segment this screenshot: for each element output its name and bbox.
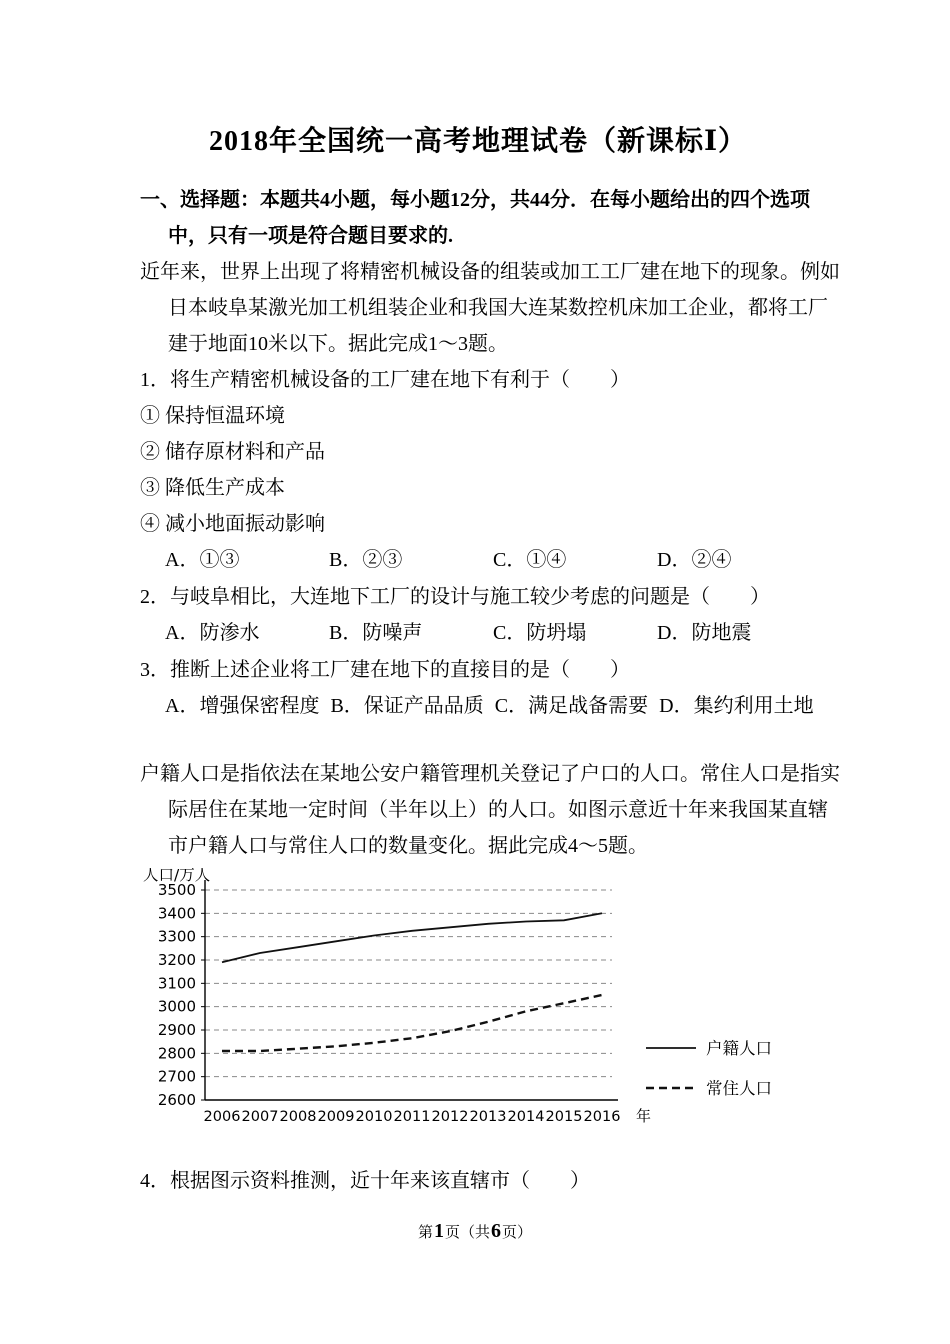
x-tick-label: 2012 — [431, 1109, 469, 1125]
y-tick-label: 3100 — [157, 974, 196, 993]
passage2-line-3: 市户籍人口与常住人口的数量变化。据此完成4～5题。 — [168, 835, 648, 857]
q1-option-c: C．①④ — [493, 549, 567, 571]
q1-option-b: B．②③ — [329, 549, 403, 571]
population-chart-svg — [130, 868, 840, 1132]
x-tick-label: 2015 — [545, 1109, 583, 1125]
y-tick-label: 2600 — [157, 1091, 196, 1109]
passage1-line-1: 近年来，世界上出现了将精密机械设备的组装或加工工厂建在地下的现象。例如 — [140, 261, 840, 283]
x-tick-label: 2016 — [583, 1109, 621, 1125]
y-tick-label: 3200 — [157, 951, 196, 969]
y-tick-label: 3000 — [157, 997, 196, 1016]
footer-text-2: 页（共 — [444, 1225, 490, 1241]
section-heading-line-1: 一、选择题：本题共4小题，每小题12分，共44分．在每小题给出的四个选项 — [140, 189, 810, 211]
footer-total-pages: 6 — [491, 1220, 501, 1242]
q1-item-1: ① 保持恒温环境 — [140, 405, 285, 427]
x-tick-label: 2009 — [317, 1109, 355, 1125]
q3-option-d: D．集约利用土地 — [659, 695, 814, 717]
question-1 — [140, 362, 816, 579]
x-axis-label: 年 — [636, 1107, 652, 1125]
q2-options — [165, 615, 816, 652]
page-footer — [0, 1218, 950, 1246]
section-heading-line-2: 中，只有一项是符合题目要求的. — [168, 225, 453, 247]
x-tick-label: 2010 — [355, 1109, 393, 1125]
passage-2 — [140, 756, 840, 864]
legend-label-1: 户籍人口 — [706, 1039, 772, 1058]
question-2 — [140, 579, 816, 652]
q4-stem: 4．根据图示资料推测，近十年来该直辖市（ ） — [140, 1170, 590, 1192]
q2-option-a: A．防渗水 — [165, 622, 260, 644]
q2-option-d: D．防地震 — [657, 622, 752, 644]
q3-option-a: A．增强保密程度 — [165, 695, 320, 717]
question-3 — [140, 652, 816, 724]
population-chart — [130, 868, 816, 1137]
x-tick-label: 2008 — [279, 1109, 317, 1125]
y-tick-label: 3400 — [157, 904, 196, 923]
q2-option-b: B．防噪声 — [329, 622, 423, 644]
q3-stem: 3．推断上述企业将工厂建在地下的直接目的是（ ） — [140, 659, 630, 681]
x-tick-label: 2011 — [393, 1109, 431, 1125]
passage-1 — [140, 254, 840, 362]
exam-page-content — [140, 122, 840, 1199]
q3-options — [165, 688, 816, 724]
q1-option-d: D．②④ — [657, 549, 732, 571]
footer-page-number: 1 — [433, 1220, 444, 1242]
passage1-line-3: 建于地面10米以下。据此完成1～3题。 — [168, 333, 508, 355]
legend-label-2: 常住人口 — [706, 1079, 772, 1098]
y-tick-label: 3300 — [157, 927, 196, 946]
y-tick-label: 2700 — [157, 1067, 196, 1086]
x-tick-label: 2014 — [507, 1109, 545, 1125]
y-tick-label: 2800 — [157, 1044, 196, 1063]
q3-option-c: C．满足战备需要 — [494, 695, 649, 717]
q1-stem: 1．将生产精密机械设备的工厂建在地下有利于（ ） — [140, 369, 630, 391]
q1-item-3: ③ 降低生产成本 — [140, 477, 285, 499]
y-tick-label: 2900 — [157, 1021, 196, 1039]
q2-stem: 2．与岐阜相比，大连地下工厂的设计与施工较少考虑的问题是（ ） — [140, 586, 770, 608]
passage1-line-2: 日本岐阜某激光加工机组装企业和我国大连某数控机床加工企业，都将工厂 — [168, 297, 828, 319]
page-title: 2018年全国统一高考地理试卷（新课标Ⅰ） — [208, 126, 748, 157]
registered-population-line — [222, 913, 602, 962]
q1-item-4: ④ 减小地面振动影响 — [140, 513, 325, 535]
q1-option-a: A．①③ — [165, 549, 240, 571]
y-axis-label: 人口/万人 — [143, 868, 211, 884]
footer-text-3: 页） — [502, 1225, 533, 1241]
passage2-line-1: 户籍人口是指依法在某地公安户籍管理机关登记了户口的人口。常住人口是指实 — [140, 763, 840, 785]
resident-population-line — [222, 995, 602, 1051]
q2-option-c: C．防坍塌 — [493, 622, 587, 644]
x-tick-label: 2013 — [469, 1109, 507, 1125]
passage2-line-2: 际居住在某地一定时间（半年以上）的人口。如图示意近十年来我国某直辖 — [168, 799, 828, 821]
q1-options — [165, 542, 816, 579]
x-tick-label: 2006 — [203, 1109, 241, 1125]
footer-text-1: 第 — [417, 1225, 433, 1241]
q3-option-b: B．保证产品品质 — [330, 695, 484, 717]
y-tick-label: 3500 — [157, 881, 196, 899]
x-tick-label: 2007 — [241, 1109, 279, 1125]
q1-item-2: ② 储存原材料和产品 — [140, 441, 325, 463]
